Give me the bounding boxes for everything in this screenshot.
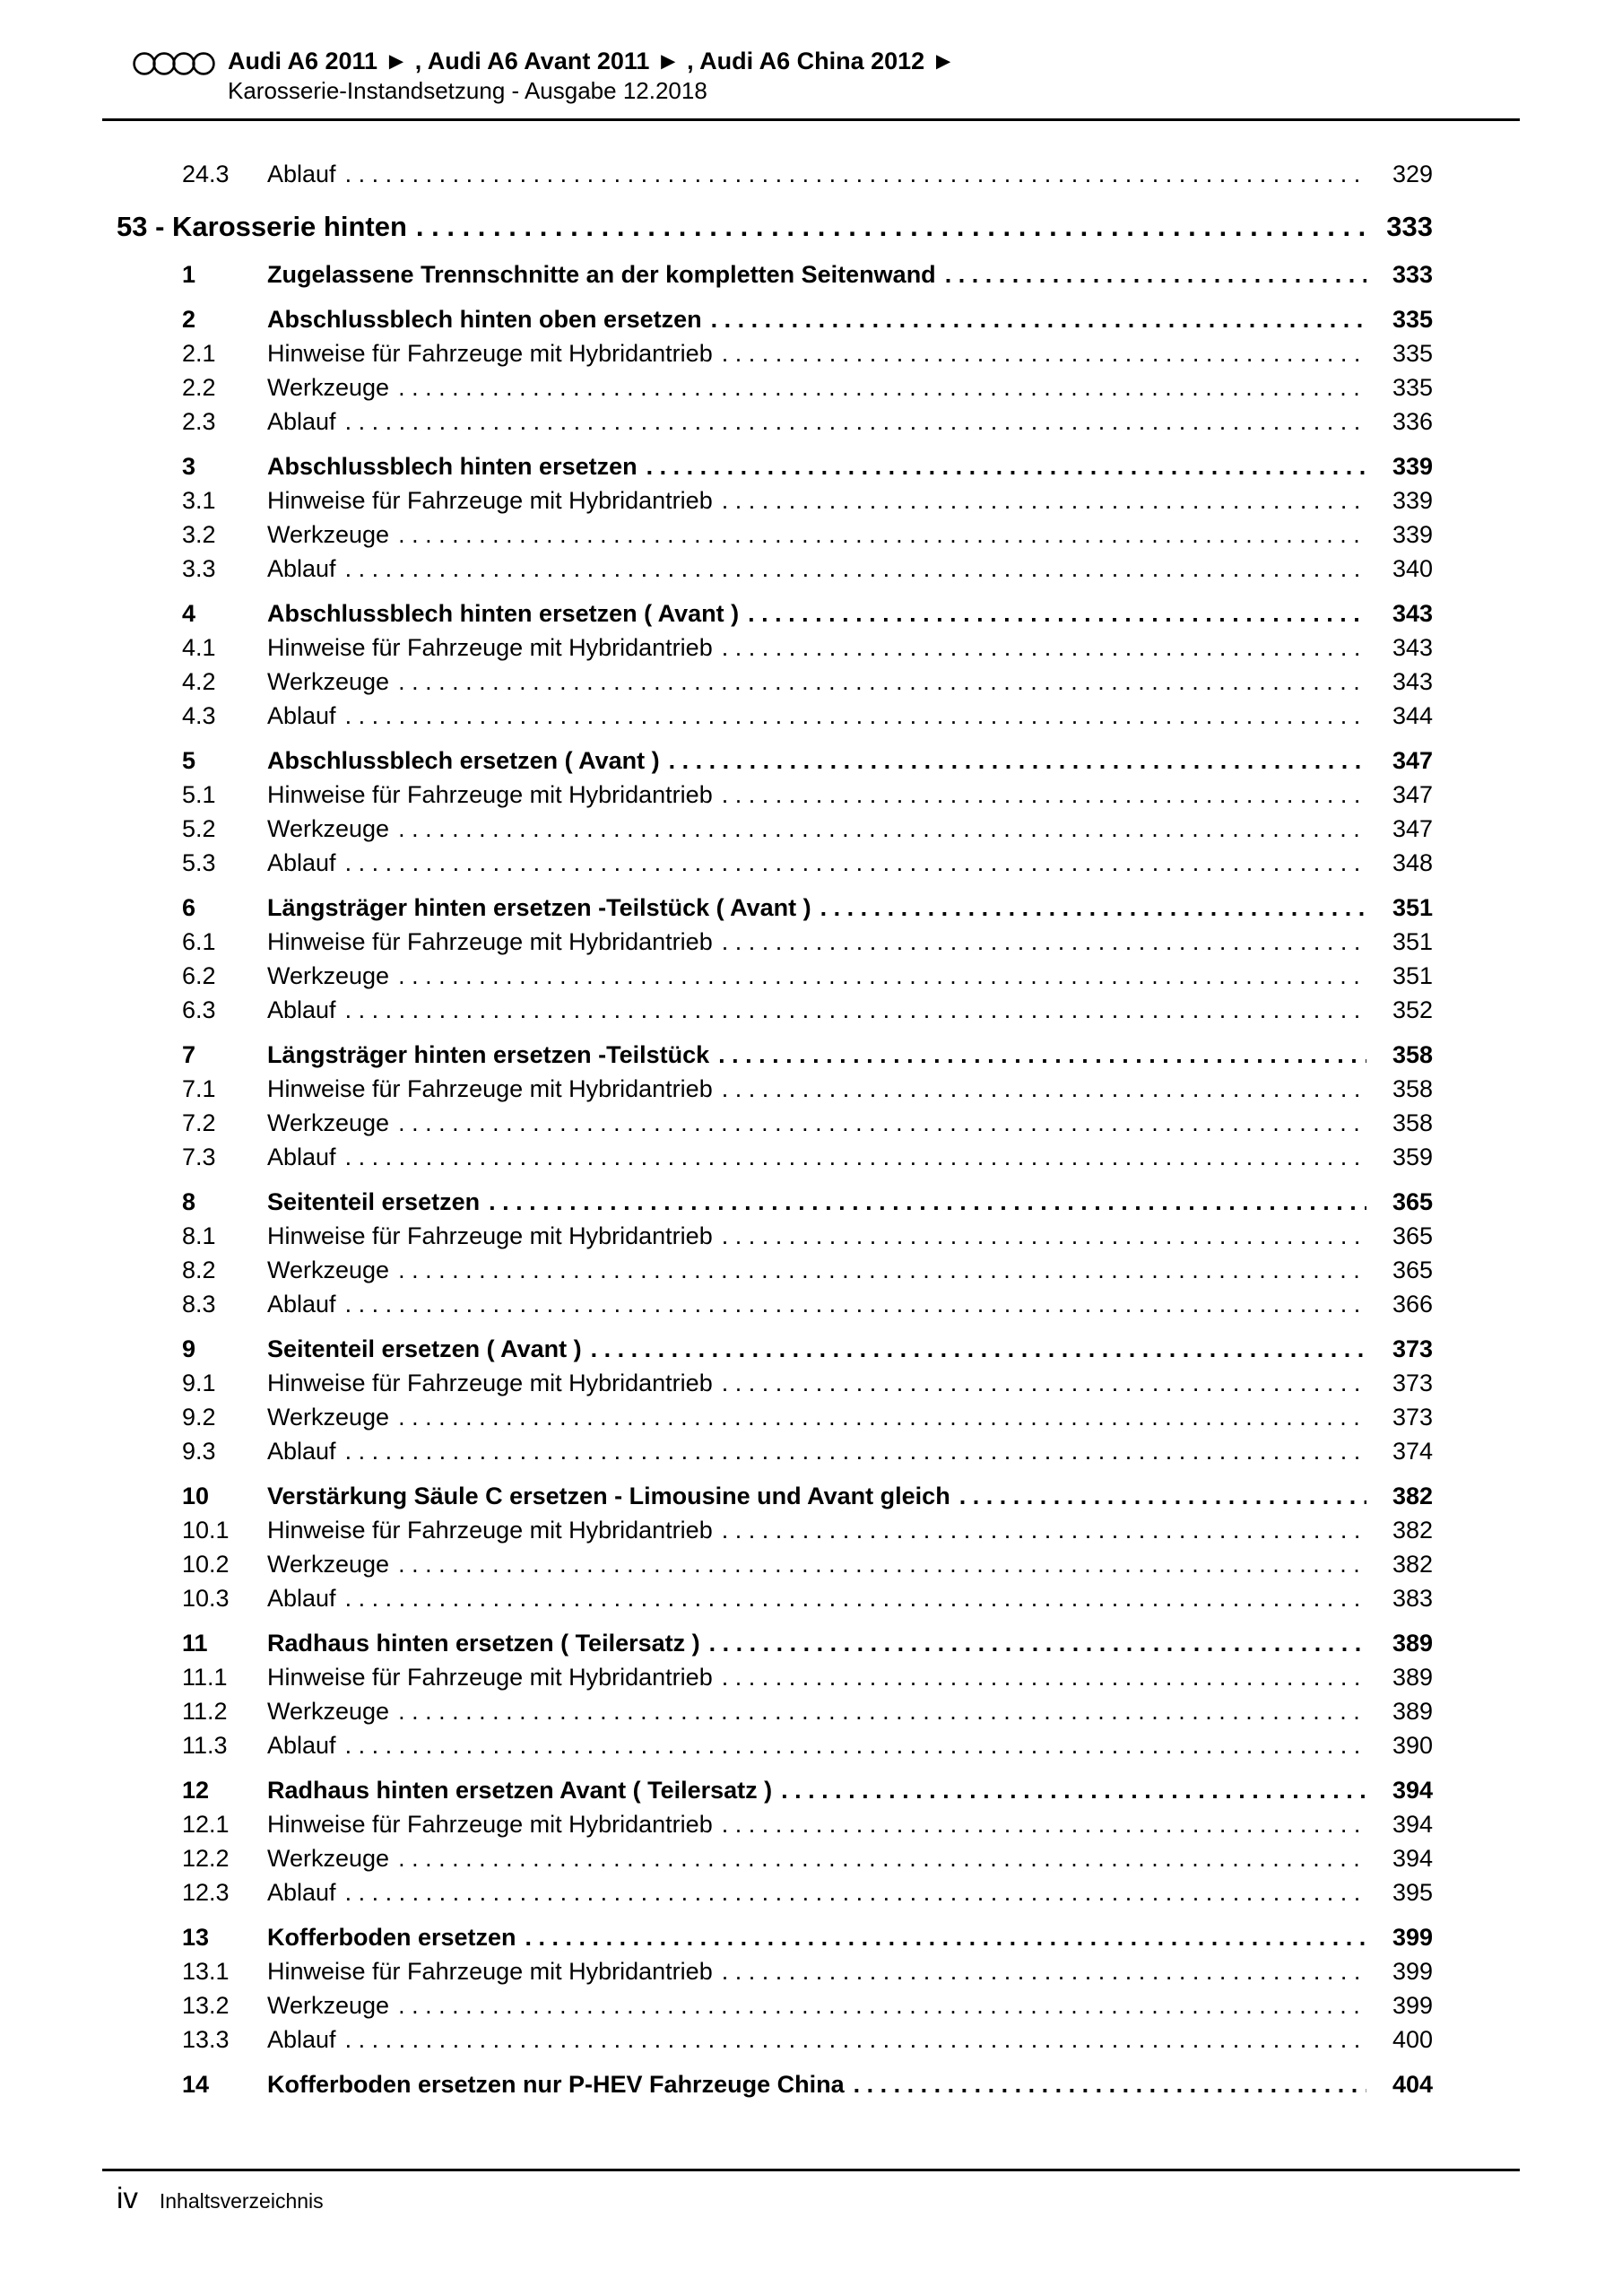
dot-leader [748,596,1366,631]
toc-entry-title: Ablauf [267,996,336,1023]
toc-entry-title: Ablauf [267,1732,336,1759]
toc-entry-title: Ablauf [267,1585,336,1612]
dot-leader [398,1253,1366,1287]
toc-entry[interactable] [117,552,1433,586]
toc-entry-title: Hinweise für Fahrzeuge mit Hybridantrieb [267,1222,713,1249]
toc-entry-number: 8.1 [182,1222,216,1249]
audi-rings-logo-icon [133,47,215,78]
dot-leader [345,1287,1366,1321]
toc-entry-title: Werkzeuge [267,1698,390,1725]
toc-entry-page: 352 [1392,996,1433,1023]
toc-entry-title: Werkzeuge [267,1109,390,1136]
toc-entry[interactable] [117,596,1433,631]
toc-entry-title: Werkzeuge [267,1845,390,1872]
dot-leader [398,1841,1366,1875]
toc-entry-title: Zugelassene Trennschnitte an der kompletten Seitenwand [267,261,936,288]
toc-entry[interactable] [117,257,1433,291]
dot-leader [591,1332,1366,1366]
toc-entry-title: Radhaus hinten ersetzen Avant ( Teilersatz ) [267,1777,773,1804]
dot-leader [345,1434,1366,1468]
toc-entry-page: 333 [1386,211,1433,242]
toc-entry[interactable] [117,1434,1433,1468]
toc-entry-page: 348 [1392,849,1433,876]
toc-entry-page: 399 [1392,1992,1433,2019]
toc-entry[interactable] [117,812,1433,846]
dot-leader [398,1547,1366,1581]
dot-leader [722,1072,1366,1106]
dot-leader [781,1773,1366,1807]
dot-leader [345,1728,1366,1762]
footer-page-number: iv [117,2181,138,2214]
toc-entry-title: Hinweise für Fahrzeuge mit Hybridantrieb [267,781,713,808]
toc-entry-number: 14 [182,2071,210,2098]
toc-entry-number: 12.3 [182,1879,230,1906]
toc-entry-title: Hinweise für Fahrzeuge mit Hybridantrieb [267,1517,713,1544]
toc-entry-page: 359 [1392,1144,1433,1170]
toc-entry-title: Werkzeuge [267,962,390,989]
toc-entry-number: 9 [182,1335,196,1362]
toc-entry-title: Werkzeuge [267,521,390,548]
toc-entry-number: 5.3 [182,849,216,876]
toc-entry-page: 339 [1392,453,1433,480]
toc-entry[interactable] [117,336,1433,370]
toc-entry-title: Abschlussblech ersetzen ( Avant ) [267,747,660,774]
toc-entry-number: 13.2 [182,1992,230,2019]
dot-leader [398,370,1366,404]
dot-leader [345,1581,1366,1615]
toc-entry-page: 335 [1392,306,1433,333]
dot-leader [722,925,1366,959]
toc-entry[interactable] [117,665,1433,699]
toc-entry-number: 11 [182,1630,208,1657]
toc-entry-page: 373 [1392,1404,1433,1431]
dot-leader [820,891,1366,925]
toc-entry-title: Ablauf [267,1879,336,1906]
toc-entry-title: Werkzeuge [267,1257,390,1283]
dot-leader [398,665,1366,699]
toc-entry[interactable] [117,1660,1433,1694]
toc-entry-number: 8.2 [182,1257,216,1283]
toc-entry-page: 351 [1392,962,1433,989]
toc-entry-number: 12.2 [182,1845,230,1872]
toc-entry-number: 3.3 [182,555,216,582]
dot-leader [722,631,1366,665]
toc-entry[interactable] [117,891,1433,925]
toc-entry-number: 13.1 [182,1958,230,1985]
toc-entry-page: 335 [1392,340,1433,367]
toc-entry[interactable] [117,631,1433,665]
toc-entry-page: 347 [1392,815,1433,842]
toc-entry-title: Radhaus hinten ersetzen ( Teilersatz ) [267,1630,700,1657]
toc-entry-title: Werkzeuge [267,1992,390,2019]
dot-leader [669,744,1366,778]
toc-entry-page: 340 [1392,555,1433,582]
toc-entry-page: 394 [1392,1777,1433,1804]
dot-leader [345,993,1366,1027]
dot-leader [722,483,1366,517]
toc-entry-title: Ablauf [267,408,336,435]
toc-entry-title: Werkzeuge [267,374,390,401]
toc-entry-number: 11.1 [182,1664,228,1691]
toc-entry[interactable] [117,959,1433,993]
toc-entry[interactable] [117,1773,1433,1807]
footer-label: Inhaltsverzeichnis [159,2189,324,2213]
toc-entry-title: Hinweise für Fahrzeuge mit Hybridantrieb [267,1370,713,1396]
toc-entry-number: 7.3 [182,1144,216,1170]
toc-entry-page: 343 [1392,634,1433,661]
toc-entry-page: 394 [1392,1845,1433,1872]
dot-leader [722,1954,1366,1988]
toc-entry-title: Seitenteil ersetzen ( Avant ) [267,1335,582,1362]
toc-entry-number: 10.2 [182,1551,230,1578]
toc-entry-number: 12.1 [182,1811,230,1838]
toc-entry-page: 365 [1392,1257,1433,1283]
dot-leader [345,846,1366,880]
toc-entry[interactable] [117,1988,1433,2022]
dot-leader [722,778,1366,812]
table-of-contents [102,157,1520,2101]
toc-entry-page: 339 [1392,487,1433,514]
toc-entry-page: 389 [1392,1698,1433,1725]
dot-leader [345,552,1366,586]
toc-entry-title: Kofferboden ersetzen nur P-HEV Fahrzeuge China [267,2071,845,2098]
toc-entry-page: 343 [1392,600,1433,627]
dot-leader [489,1185,1366,1219]
toc-entry-title: Hinweise für Fahrzeuge mit Hybridantrieb [267,1664,713,1691]
dot-leader [722,336,1366,370]
dot-leader [722,1807,1366,1841]
dot-leader [398,812,1366,846]
toc-entry[interactable] [117,744,1433,778]
toc-entry-title: Ablauf [267,702,336,729]
header-subtitle: Karosserie-Instandsetzung - Ausgabe 12.2018 [228,77,707,104]
toc-entry-page: 358 [1392,1041,1433,1068]
toc-entry-title: Abschlussblech hinten oben ersetzen [267,306,702,333]
toc-entry[interactable] [117,1140,1433,1174]
toc-entry[interactable] [117,1332,1433,1366]
toc-entry-number: 24.3 [182,161,230,187]
toc-entry-title: Hinweise für Fahrzeuge mit Hybridantrieb [267,1075,713,1102]
toc-entry-number: 4.2 [182,668,216,695]
toc-entry[interactable] [117,1728,1433,1762]
dot-leader [646,449,1366,483]
toc-entry-page: 382 [1392,1483,1433,1509]
toc-entry-title: Ablauf [267,1144,336,1170]
toc-entry-title: Hinweise für Fahrzeuge mit Hybridantrieb [267,634,713,661]
toc-entry-number: 11.3 [182,1732,228,1759]
toc-entry[interactable] [117,517,1433,552]
toc-entry[interactable] [117,1954,1433,1988]
toc-entry[interactable] [117,1920,1433,1954]
page-header [102,47,1520,121]
toc-entry-title: Ablauf [267,161,336,187]
toc-entry-page: 399 [1392,1924,1433,1951]
dot-leader [398,1400,1366,1434]
toc-entry[interactable] [117,1626,1433,1660]
toc-entry-number: 11.2 [182,1698,228,1725]
toc-entry-title: Ablauf [267,1291,336,1318]
dot-leader [345,1875,1366,1909]
toc-entry-page: 389 [1392,1630,1433,1657]
toc-entry[interactable] [117,699,1433,733]
toc-entry-number: 4 [182,600,196,627]
toc-entry[interactable] [117,1185,1433,1219]
toc-entry-number: 2 [182,306,196,333]
header-model-line: Audi A6 2011 ► , Audi A6 Avant 2011 ► , Audi A6 China 2012 ► [228,48,956,74]
toc-entry-number: 6.3 [182,996,216,1023]
toc-entry-number: 2.3 [182,408,216,435]
toc-entry-page: 373 [1392,1335,1433,1362]
dot-leader [398,1694,1366,1728]
toc-entry-number: 9.2 [182,1404,216,1431]
toc-entry-number: 6.2 [182,962,216,989]
toc-entry-page: 358 [1392,1075,1433,1102]
toc-entry[interactable] [117,925,1433,959]
toc-entry-number: 7.1 [182,1075,216,1102]
toc-entry-title: Längsträger hinten ersetzen -Teilstück ( Avant ) [267,894,811,921]
toc-entry[interactable] [117,1287,1433,1321]
toc-entry-title: Werkzeuge [267,668,390,695]
toc-entry-title: Werkzeuge [267,1551,390,1578]
toc-entry[interactable] [117,1581,1433,1615]
toc-entry-number: 5.2 [182,815,216,842]
toc-entry-title: Abschlussblech hinten ersetzen ( Avant ) [267,600,740,627]
toc-entry-title: Ablauf [267,1438,336,1465]
dot-leader [398,1106,1366,1140]
toc-entry-title: Abschlussblech hinten ersetzen [267,453,638,480]
toc-entry-number: 3.2 [182,521,216,548]
toc-entry[interactable] [117,1038,1433,1072]
dot-leader [345,2022,1366,2057]
toc-entry[interactable] [117,1072,1433,1106]
toc-entry-page: 394 [1392,1811,1433,1838]
dot-leader [722,1660,1366,1694]
toc-entry-page: 382 [1392,1551,1433,1578]
toc-entry-page: 339 [1392,521,1433,548]
dot-leader [854,2067,1366,2101]
toc-entry[interactable] [117,1253,1433,1287]
toc-entry-number: 10.3 [182,1585,230,1612]
toc-entry-title: Kofferboden ersetzen [267,1924,516,1951]
toc-entry[interactable] [117,1694,1433,1728]
toc-entry-title: 53 - Karosserie hinten [117,211,407,242]
toc-entry[interactable] [117,1219,1433,1253]
toc-entry-number: 8.3 [182,1291,216,1318]
toc-entry-page: 404 [1392,2071,1433,2098]
toc-entry-page: 358 [1392,1109,1433,1136]
toc-entry[interactable] [117,1400,1433,1434]
toc-entry-number: 13 [182,1924,210,1951]
toc-entry[interactable] [117,1366,1433,1400]
toc-entry-title: Ablauf [267,2026,336,2053]
toc-entry-number: 3 [182,453,196,480]
toc-entry[interactable] [117,1875,1433,1909]
toc-entry[interactable] [117,370,1433,404]
dot-leader [345,157,1366,191]
toc-entry-page: 382 [1392,1517,1433,1544]
toc-entry-page: 335 [1392,374,1433,401]
toc-entry-title: Längsträger hinten ersetzen -Teilstück [267,1041,710,1068]
dot-leader [345,1140,1366,1174]
toc-entry[interactable] [117,1479,1433,1513]
toc-entry-title: Hinweise für Fahrzeuge mit Hybridantrieb [267,928,713,955]
toc-entry[interactable] [117,1547,1433,1581]
toc-entry-page: 383 [1392,1585,1433,1612]
toc-entry-page: 351 [1392,894,1433,921]
toc-entry-page: 373 [1392,1370,1433,1396]
toc-entry-number: 12 [182,1777,210,1804]
toc-entry-number: 4.3 [182,702,216,729]
toc-entry[interactable] [117,2067,1433,2101]
toc-entry-number: 9.3 [182,1438,216,1465]
toc-entry-number: 13.3 [182,2026,230,2053]
dot-leader [398,517,1366,552]
toc-entry-number: 7 [182,1041,196,1068]
toc-entry[interactable] [117,483,1433,517]
toc-entry-page: 390 [1392,1732,1433,1759]
toc-entry-number: 10.1 [182,1517,230,1544]
toc-entry[interactable] [117,846,1433,880]
toc-entry-page: 329 [1392,161,1433,187]
toc-entry-page: 389 [1392,1664,1433,1691]
toc-entry[interactable] [117,1106,1433,1140]
toc-entry[interactable] [117,404,1433,439]
toc-entry[interactable] [117,2022,1433,2057]
toc-entry-title: Hinweise für Fahrzeuge mit Hybridantrieb [267,1958,713,1985]
toc-entry[interactable] [117,778,1433,812]
dot-leader [709,1626,1366,1660]
toc-entry-page: 399 [1392,1958,1433,1985]
toc-entry[interactable] [117,1513,1433,1547]
toc-entry-title: Ablauf [267,849,336,876]
header-text [228,47,955,106]
toc-entry-page: 336 [1392,408,1433,435]
toc-entry[interactable] [117,302,1433,336]
toc-entry-title: Werkzeuge [267,1404,390,1431]
toc-entry-number: 1 [182,261,196,288]
dot-leader [718,1038,1366,1072]
toc-entry-title: Hinweise für Fahrzeuge mit Hybridantrieb [267,340,713,367]
toc-entry-number: 3.1 [182,487,216,514]
dot-leader [722,1366,1366,1400]
dot-leader [416,207,1366,247]
toc-entry-title: Seitenteil ersetzen [267,1188,481,1215]
dot-leader [525,1920,1366,1954]
toc-entry-number: 6.1 [182,928,216,955]
toc-entry-title: Hinweise für Fahrzeuge mit Hybridantrieb [267,487,713,514]
toc-entry-number: 6 [182,894,196,921]
toc-entry[interactable] [117,993,1433,1027]
toc-entry[interactable] [117,157,1433,191]
toc-entry-page: 333 [1392,261,1433,288]
toc-entry-page: 374 [1392,1438,1433,1465]
toc-entry[interactable] [117,1807,1433,1841]
toc-entry[interactable] [117,1841,1433,1875]
toc-entry-page: 400 [1392,2026,1433,2053]
toc-entry-number: 2.1 [182,340,216,367]
toc-entry-number: 2.2 [182,374,216,401]
toc-entry-title: Ablauf [267,555,336,582]
toc-entry-page: 366 [1392,1291,1433,1318]
dot-leader [345,699,1366,733]
dot-leader [722,1219,1366,1253]
toc-entry-number: 4.1 [182,634,216,661]
toc-entry-page: 344 [1392,702,1433,729]
dot-leader [345,404,1366,439]
dot-leader [722,1513,1366,1547]
toc-entry-page: 351 [1392,928,1433,955]
toc-entry-title: Verstärkung Säule C ersetzen - Limousine und Avant gleich [267,1483,950,1509]
toc-entry-page: 347 [1392,781,1433,808]
toc-entry-number: 9.1 [182,1370,216,1396]
toc-entry-page: 365 [1392,1222,1433,1249]
dot-leader [959,1479,1366,1513]
toc-entry-number: 5.1 [182,781,216,808]
toc-entry-title: Werkzeuge [267,815,390,842]
toc-entry[interactable] [117,449,1433,483]
toc-entry-page: 365 [1392,1188,1433,1215]
toc-entry-number: 10 [182,1483,210,1509]
dot-leader [398,1988,1366,2022]
dot-leader [711,302,1366,336]
dot-leader [945,257,1366,291]
toc-entry-number: 8 [182,1188,196,1215]
toc-entry-page: 343 [1392,668,1433,695]
toc-entry-number: 7.2 [182,1109,216,1136]
page-footer [102,2169,1520,2214]
dot-leader [398,959,1366,993]
toc-entry[interactable] [117,207,1433,247]
toc-entry-number: 5 [182,747,196,774]
toc-entry-page: 395 [1392,1879,1433,1906]
toc-entry-title: Hinweise für Fahrzeuge mit Hybridantrieb [267,1811,713,1838]
toc-entry-page: 347 [1392,747,1433,774]
